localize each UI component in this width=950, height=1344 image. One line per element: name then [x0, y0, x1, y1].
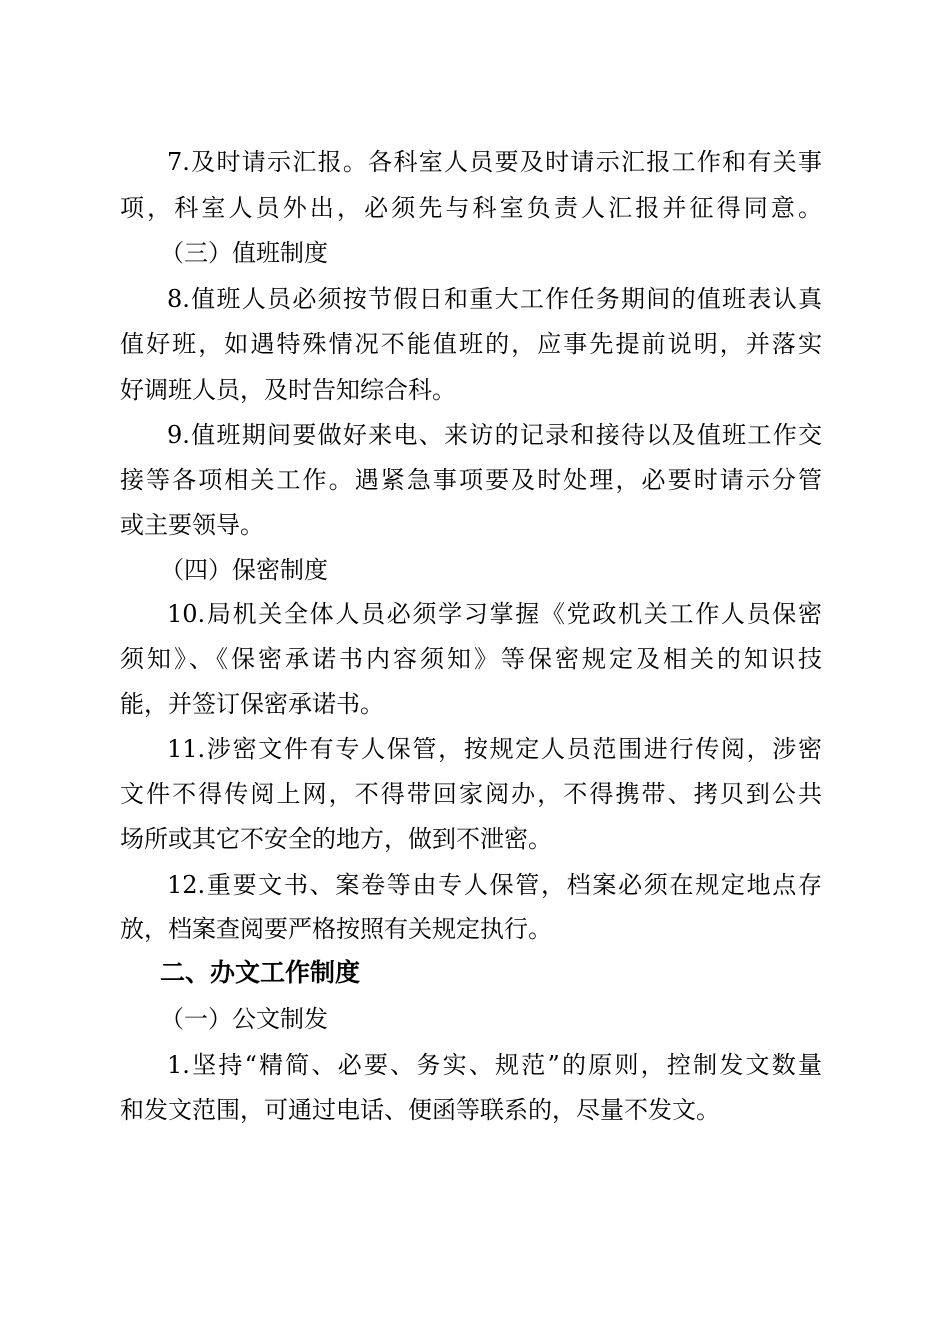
- paragraph-11-line-2: 文件不得传阅上网，不得带回家阅办，不得携带、拷贝到公共: [120, 780, 822, 808]
- paragraph-12-line-1: 12.重要文书、案卷等由专人保管，档案必须在规定地点存: [167, 871, 822, 899]
- paragraph-7-line-2: 项，科室人员外出，必须先与科室负责人汇报并征得同意。: [120, 194, 822, 222]
- paragraph-1-line-2: 和发文范围，可通过电话、便函等联系的，尽量不发文。: [120, 1096, 720, 1124]
- paragraph-7-line-1: 7.及时请示汇报。各科室人员要及时请示汇报工作和有关事: [167, 148, 822, 176]
- paragraph-10-line-2: 须知》、《保密承诺书内容须知》等保密规定及相关的知识技: [120, 645, 822, 673]
- subheading-document-issuance: （一）公文制发: [160, 1005, 328, 1033]
- paragraph-8-line-2: 值好班，如遇特殊情况不能值班的，应事先提前说明，并落实: [120, 330, 822, 358]
- paragraph-9-line-2: 接等各项相关工作。遇紧急事项要及时处理，必要时请示分管: [120, 466, 822, 494]
- paragraph-10-line-3: 能，并签订保密承诺书。: [120, 690, 384, 718]
- subheading-duty-system: （三）值班制度: [160, 239, 328, 267]
- paragraph-1-line-1: 1.坚持“精简、必要、务实、规范”的原则，控制发文数量: [167, 1051, 822, 1079]
- paragraph-12-line-2: 放，档案查阅要严格按照有关规定执行。: [120, 915, 552, 943]
- paragraph-8-line-3: 好调班人员，及时告知综合科。: [120, 376, 456, 404]
- paragraph-9-line-1: 9.值班期间要做好来电、来访的记录和接待以及值班工作交: [167, 421, 822, 449]
- paragraph-8-line-1: 8.值班人员必须按节假日和重大工作任务期间的值班表认真: [167, 285, 822, 313]
- section-heading-document-work: 二、办文工作制度: [160, 958, 361, 987]
- paragraph-9-line-3: 或主要领导。: [120, 511, 264, 539]
- paragraph-10-line-1: 10.局机关全体人员必须学习掌握《党政机关工作人员保密: [167, 600, 822, 628]
- paragraph-11-line-3: 场所或其它不安全的地方，做到不泄密。: [120, 825, 552, 853]
- subheading-confidentiality-system: （四）保密制度: [160, 556, 328, 584]
- paragraph-11-line-1: 11.涉密文件有专人保管，按规定人员范围进行传阅，涉密: [167, 735, 822, 763]
